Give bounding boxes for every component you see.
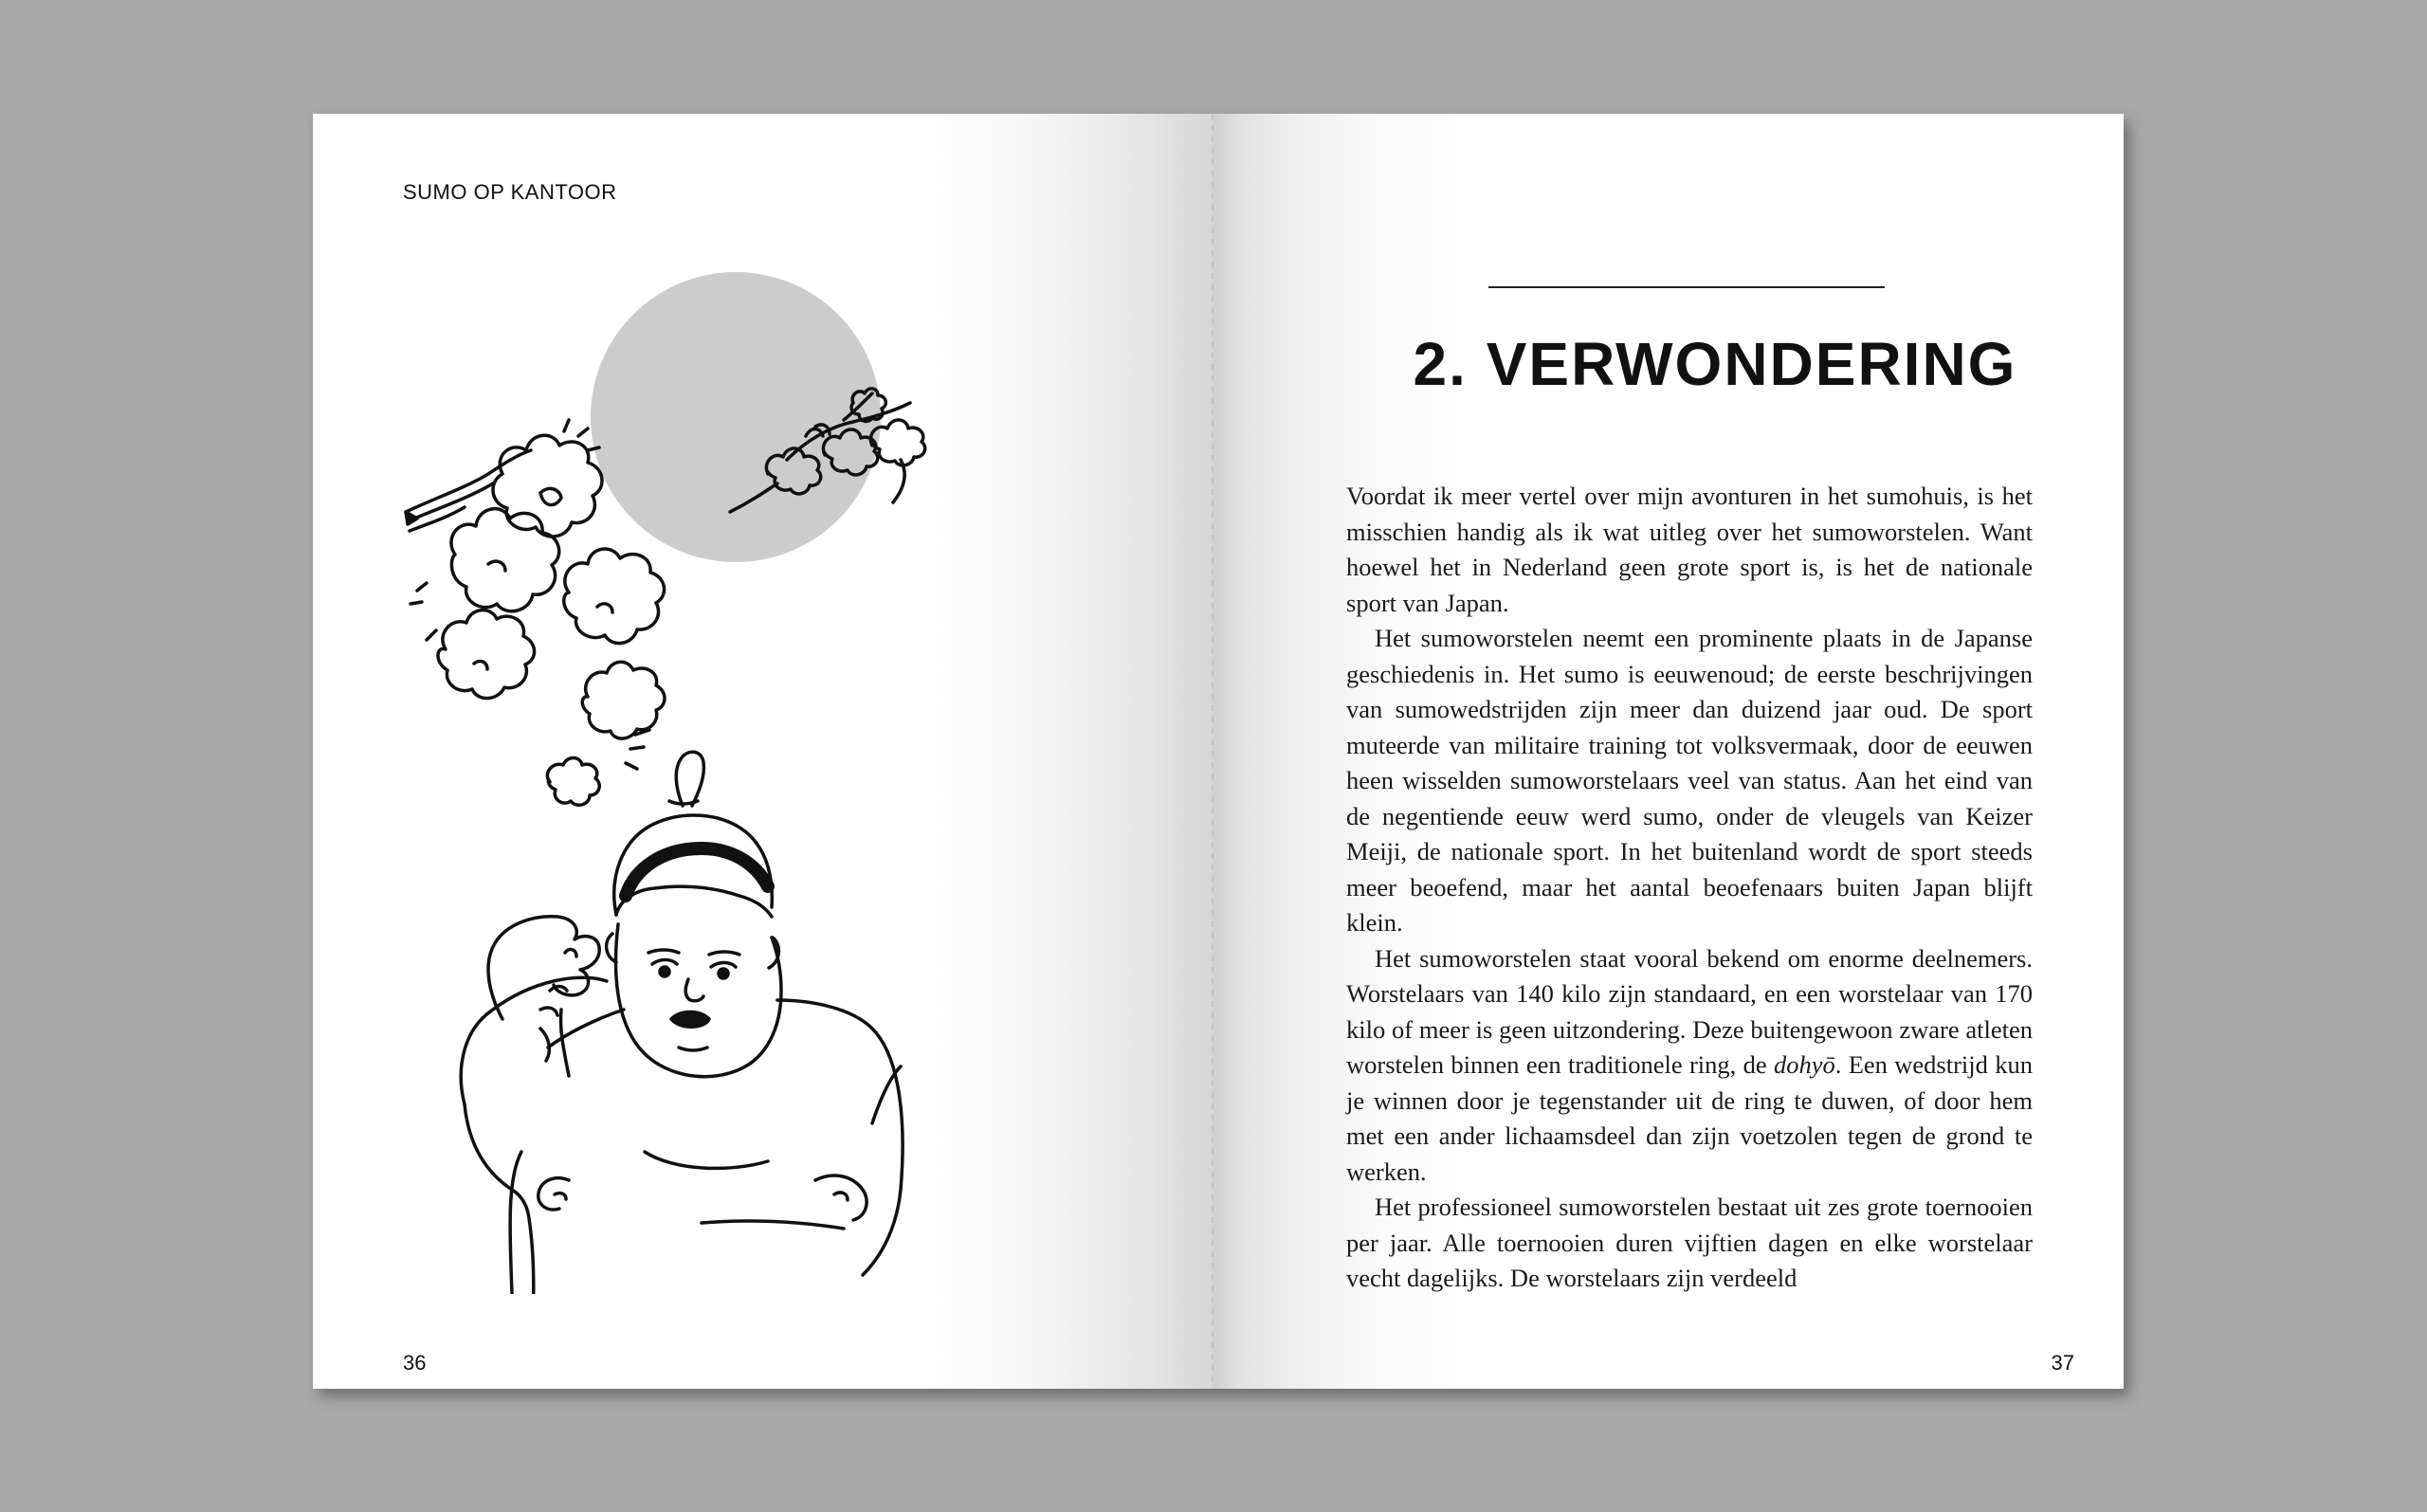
sumo-illustration <box>398 270 1138 1294</box>
running-head: SUMO OP KANTOOR <box>403 180 617 204</box>
left-page <box>313 114 1214 1389</box>
paragraph: Voordat ik meer vertel over mijn avonturen in het sumohuis, is het misschien handig als ik wat uitleg over het sumoworstelen. Want hoewel het in Nederland geen grote sport is, is het de nationale sport van Japan. <box>1346 482 2033 617</box>
paragraph: Het sumoworstelen neemt een prominente plaats in de Japanse geschiedenis in. Het sumo is eeuwenoud; de eerste beschrijvingen van sumowedstrijden zijn meer dan duizend jaar oud. De sport muteerde van militaire training tot volksvermaak, door de eeuwen heen wisselden sumoworstelaars veel van status. Aan het eind van de negentiende eeuw werd sumo, onder de vleugels van Keizer Meiji, de nationale sport. In het buitenland wordt de sport steeds meer beoefend, maar het aantal beoefenaars buiten Japan blijft klein. <box>1346 624 2033 937</box>
emphasis-term: dohyō <box>1774 1050 1835 1079</box>
book-spread <box>313 114 2124 1389</box>
paragraph: Het professioneel sumoworstelen bestaat uit zes grote toernooien per jaar. Alle toernooien duren vijftien dagen en elke worstelaar vecht dagelijks. De worstelaars zijn verdeeld <box>1346 1193 2033 1292</box>
page-number-right: 37 <box>2051 1351 2074 1375</box>
paragraph: Het sumoworstelen staat vooral bekend om enorme deelnemers. Worstelaars van 140 kilo zijn standaard, en een worstelaar van 170 kilo of meer is geen uitzondering. Deze buitengewoon zware atleten worstelen binnen een traditionele ring, de dohyō. Een wedstrijd kun je winnen door je tegenstander uit de ring te duwen, of door hem met een ander lichaamsdeel dan zijn voetzolen tegen de grond te werken. <box>1346 943 2034 1186</box>
chapter-rule <box>1488 286 1885 288</box>
sumo-wrestler <box>461 752 903 1294</box>
page-number-left: 36 <box>403 1351 427 1375</box>
chapter-title: 2. VERWONDERING <box>1413 330 2017 398</box>
chapter-body <box>1346 479 2033 1297</box>
right-page <box>1214 114 2124 1389</box>
moon-shape <box>591 272 881 562</box>
